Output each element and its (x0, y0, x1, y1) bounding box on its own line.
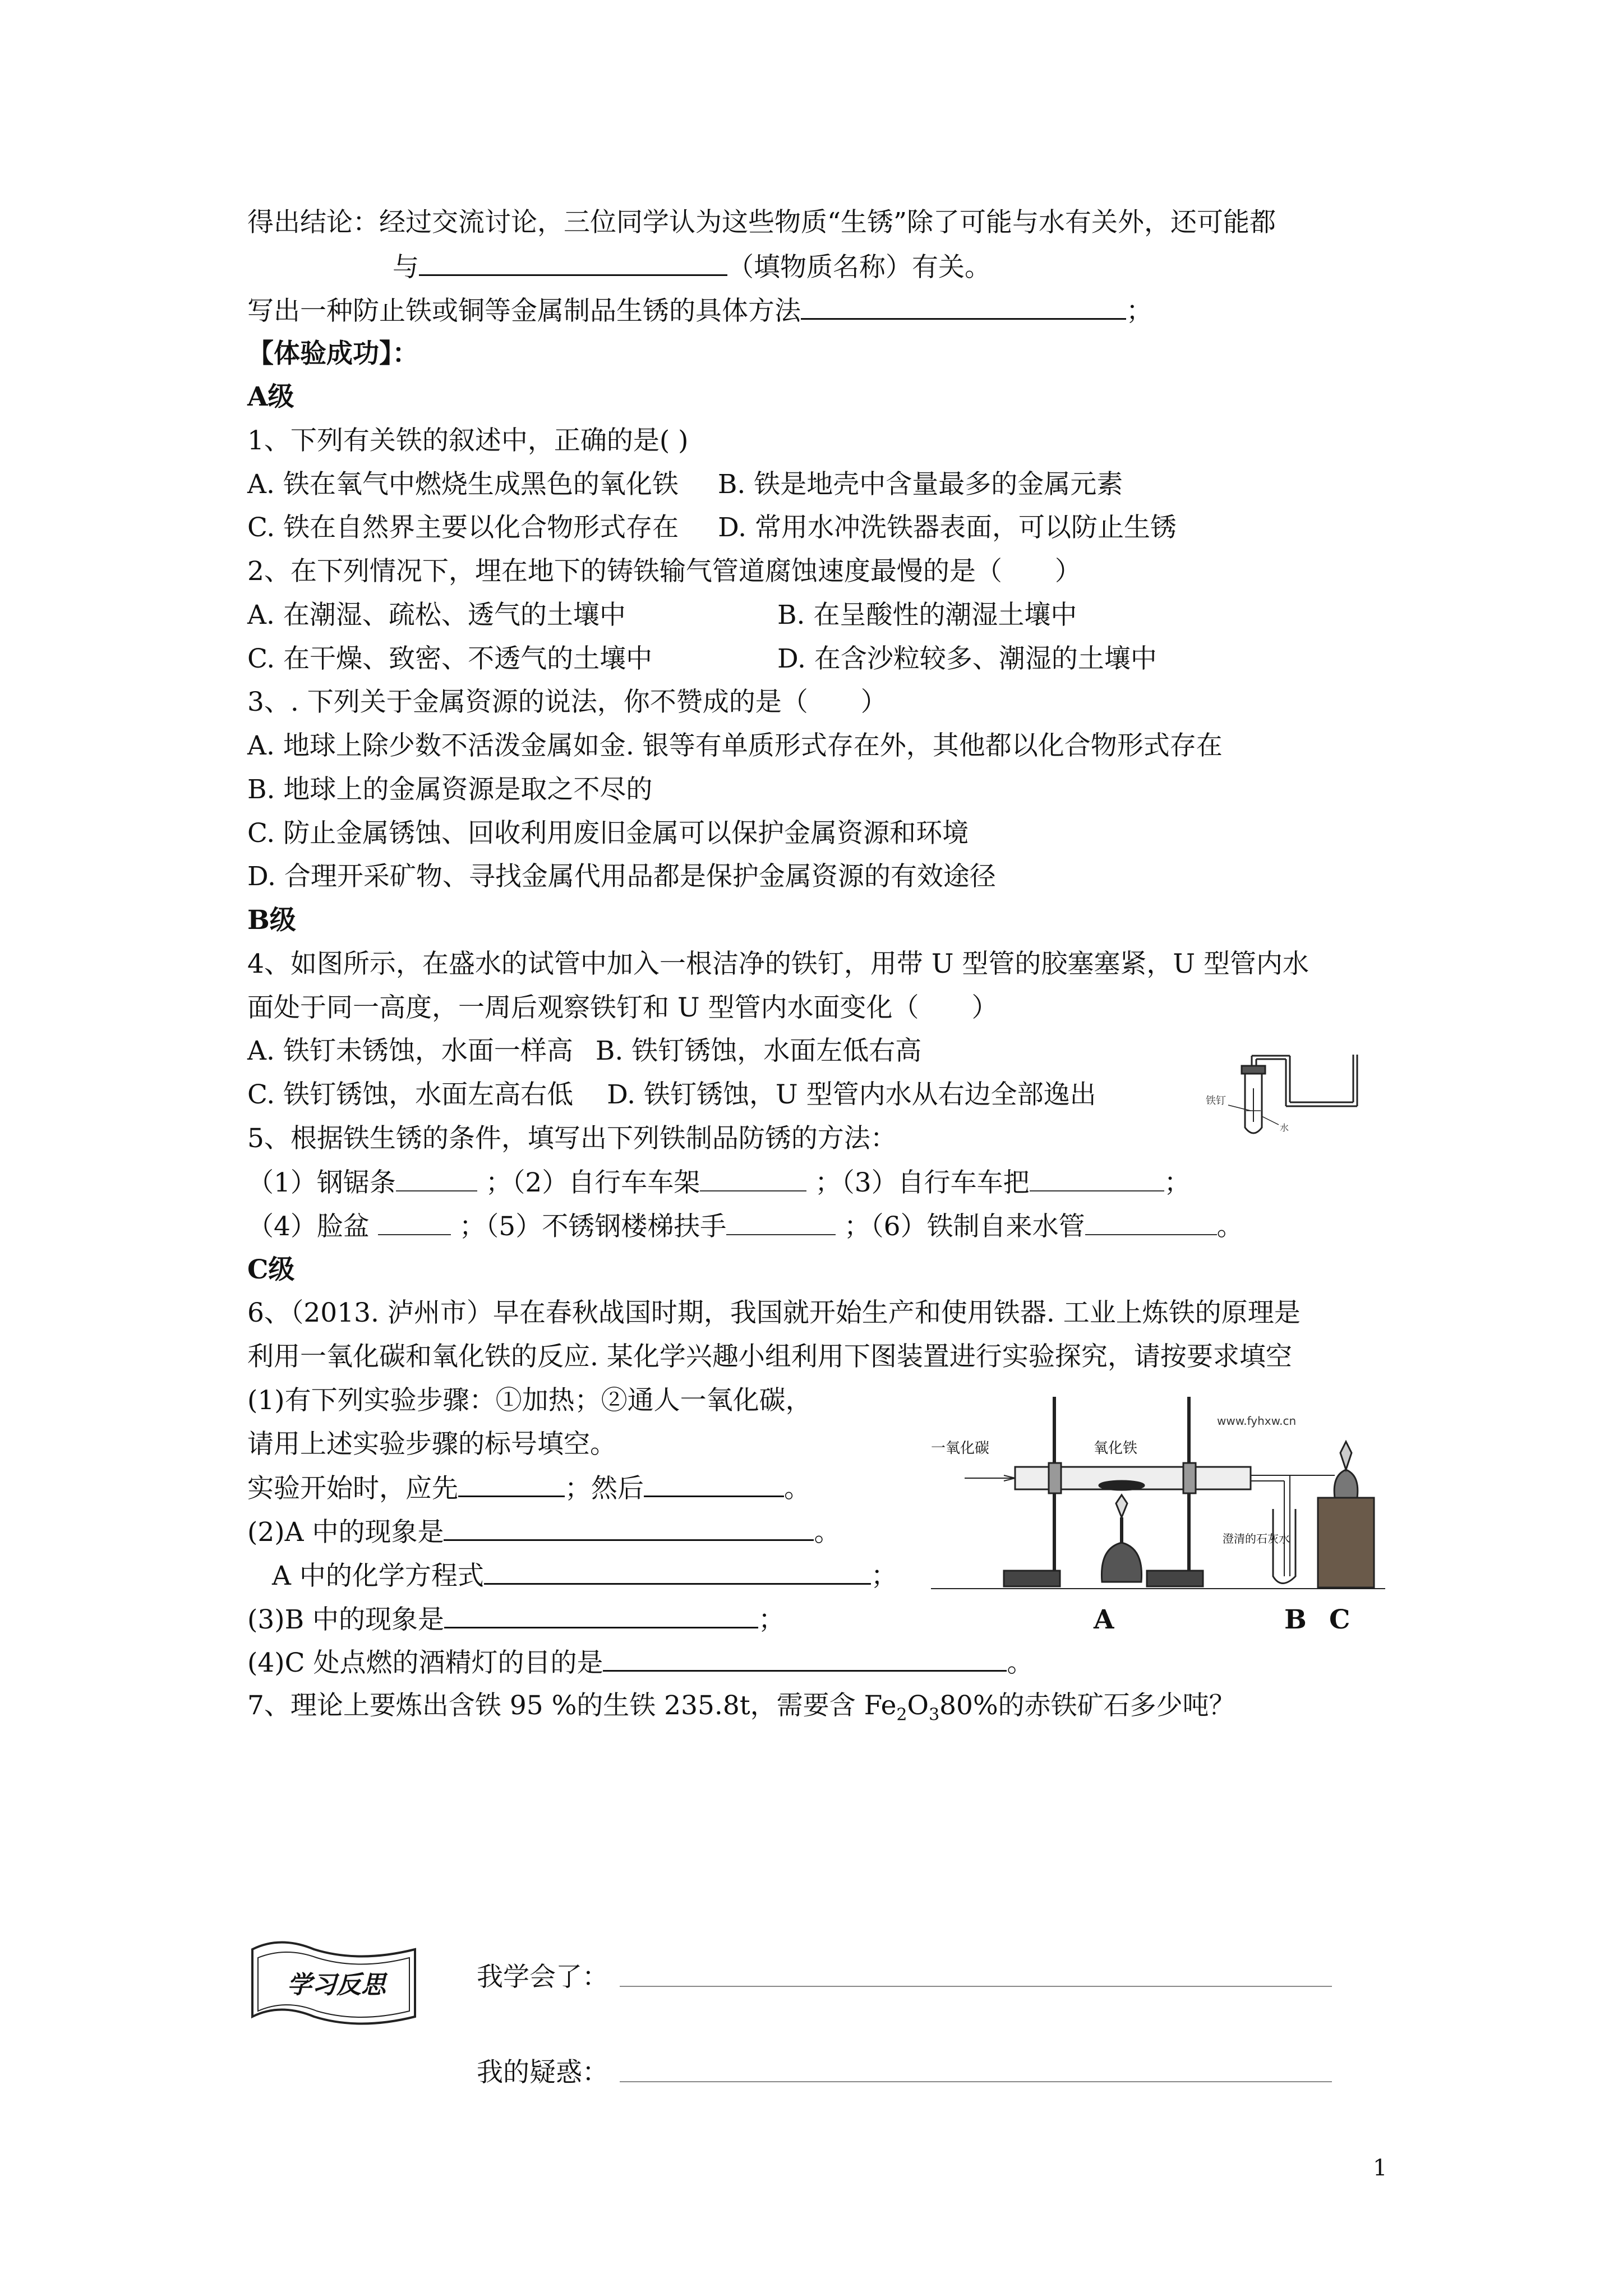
method-line: 写出一种防止铁或铜等金属制品生锈的具体方法 ； (247, 293, 1152, 328)
reflection-title: 学习反思 (287, 1971, 386, 1999)
q3-stem: 3、. 下列关于金属资源的说法，你不赞成的是（ ） (247, 687, 887, 717)
label-b: B (1284, 1604, 1307, 1635)
blank-substance[interactable] (419, 250, 727, 276)
q6-p1c: 实验开始时，应先 ；然后 。 (247, 1471, 810, 1506)
conclusion-line-2: 与 （填物质名称）有关。 (393, 250, 991, 284)
fig-watermark: www.fyhxw.cn (1217, 1414, 1297, 1428)
blank-basin[interactable] (378, 1209, 451, 1235)
q6-stem-1: 6、（2013. 泸州市）早在春秋战国时期，我国就开始生产和使用铁器. 工业上炼铁的原理是 (247, 1297, 1301, 1328)
level-c: C级 (247, 1254, 295, 1285)
q5-row-1: （1）钢锯条 ；（2）自行车车架 ；（3）自行车车把 ； (247, 1166, 1191, 1200)
fig-label-nail: 铁钉 (1206, 1095, 1226, 1107)
blank-then-step[interactable] (644, 1471, 784, 1497)
q4-stem-2: 面处于同一高度，一周后观察铁钉和 U 型管内水面变化（ ） (247, 992, 998, 1023)
blank-b-phenomenon[interactable] (444, 1602, 758, 1628)
q6-p1: (1)有下列实验步骤：①加热；②通人一氧化碳， (247, 1385, 812, 1416)
fig-label-water: 水 (1280, 1122, 1289, 1133)
fig-label-fe2o3: 氧化铁 (1094, 1440, 1138, 1457)
blank-frame[interactable] (700, 1166, 806, 1191)
reflection-banner (247, 1932, 437, 2045)
q5-stem: 5、根据铁生锈的条件，填写出下列铁制品防锈的方法： (247, 1123, 897, 1154)
fig-label-co: 一氧化碳 (931, 1440, 990, 1457)
q2-options-ab: A. 在潮湿、疏松、透气的土壤中 B. 在呈酸性的潮湿土壤中 (247, 600, 1077, 631)
doubts-label: 我的疑惑： (477, 2057, 608, 2088)
conclusion-line-1: 得出结论：经过交流讨论，三位同学认为这些物质“生锈”除了可能与水有关外，还可能都 (247, 207, 1276, 238)
page-number: 1 (1373, 2155, 1387, 2181)
q6-p3: (3)B 中的现象是 ； (247, 1602, 785, 1637)
level-b: B级 (247, 905, 296, 936)
blank-method[interactable] (801, 293, 1126, 320)
q3-option-b: B. 地球上的金属资源是取之不尽的 (247, 774, 653, 805)
q7-stem: 7、理论上要炼出含铁 95 %的生铁 235.8t，需要含 $Fe_2O_380\%$的赤铁矿石多少吨？ (247, 1690, 1235, 1725)
blank-equation[interactable] (484, 1558, 871, 1585)
q6-p1b: 请用上述实验步骤的标号填空。 (247, 1429, 616, 1460)
blank-handrail[interactable] (726, 1209, 836, 1235)
label-c: C (1329, 1604, 1350, 1635)
blank-c-purpose[interactable] (603, 1645, 1007, 1672)
q2-stem: 2、在下列情况下，埋在地下的铸铁输气管道腐蚀速度最慢的是（ ） (247, 556, 1081, 587)
learned-line[interactable] (620, 1986, 1332, 1987)
ironmaking-apparatus-figure (931, 1391, 1385, 1599)
q1-options-cd: C. 铁在自然界主要以化合物形式存在 D. 常用水冲洗铁器表面，可以防止生锈 (247, 512, 1177, 543)
level-a: A级 (247, 381, 294, 412)
q4-options-ab: A. 铁钉未锈蚀，水面一样高 B. 铁钉锈蚀，水面左低右高 (247, 1036, 922, 1066)
q2-options-cd: C. 在干燥、致密、不透气的土壤中 D. 在含沙粒较多、潮湿的土壤中 (247, 643, 1157, 674)
q3-option-a: A. 地球上除少数不活泼金属如金. 银等有单质形式存在外，其他都以化合物形式存在 (247, 730, 1223, 761)
doubts-line[interactable] (620, 2081, 1332, 2082)
q6-stem-2: 利用一氧化碳和氧化铁的反应. 某化学兴趣小组利用下图装置进行实验探究，请按要求填空 (247, 1341, 1292, 1372)
learned-label: 我学会了： (477, 1962, 608, 1993)
q6-p2b: A 中的化学方程式 ； (272, 1558, 897, 1593)
u-tube-figure (1206, 1049, 1385, 1144)
q6-p2: (2)A 中的现象是 。 (247, 1515, 840, 1549)
blank-first-step[interactable] (458, 1471, 565, 1497)
q5-row-2: （4）脸盆 ；（5）不锈钢楼梯扶手 ；（6）铁制自来水管 。 (247, 1209, 1243, 1244)
fig-label-limewater: 澄清的石灰水 (1223, 1532, 1290, 1545)
q1-options-ab: A. 铁在氧气中燃烧生成黑色的氧化铁 B. 铁是地壳中含量最多的金属元素 (247, 469, 1123, 500)
q1-stem: 1、下列有关铁的叙述中，正确的是( ) (247, 425, 689, 456)
q3-option-d: D. 合理开采矿物、寻找金属代用品都是保护金属资源的有效途径 (247, 861, 996, 892)
label-a: A (1094, 1604, 1114, 1635)
blank-saw[interactable] (396, 1166, 477, 1191)
blank-pipe[interactable] (1085, 1209, 1217, 1235)
q3-option-c: C. 防止金属锈蚀、回收利用废旧金属可以保护金属资源和环境 (247, 818, 969, 849)
blank-a-phenomenon[interactable] (444, 1515, 814, 1541)
blank-handlebar[interactable] (1030, 1166, 1164, 1191)
q4-options-cd: C. 铁钉锈蚀，水面左高右低 D. 铁钉锈蚀，U 型管内水从右边全部逸出 (247, 1079, 1096, 1110)
section-title: 【体验成功】： (247, 338, 419, 369)
q6-p4: (4)C 处点燃的酒精灯的目的是 。 (247, 1645, 1033, 1680)
q4-stem-1: 4、如图所示，在盛水的试管中加入一根洁净的铁钉，用带 U 型管的胶塞塞紧，U 型管内水 (247, 949, 1309, 979)
